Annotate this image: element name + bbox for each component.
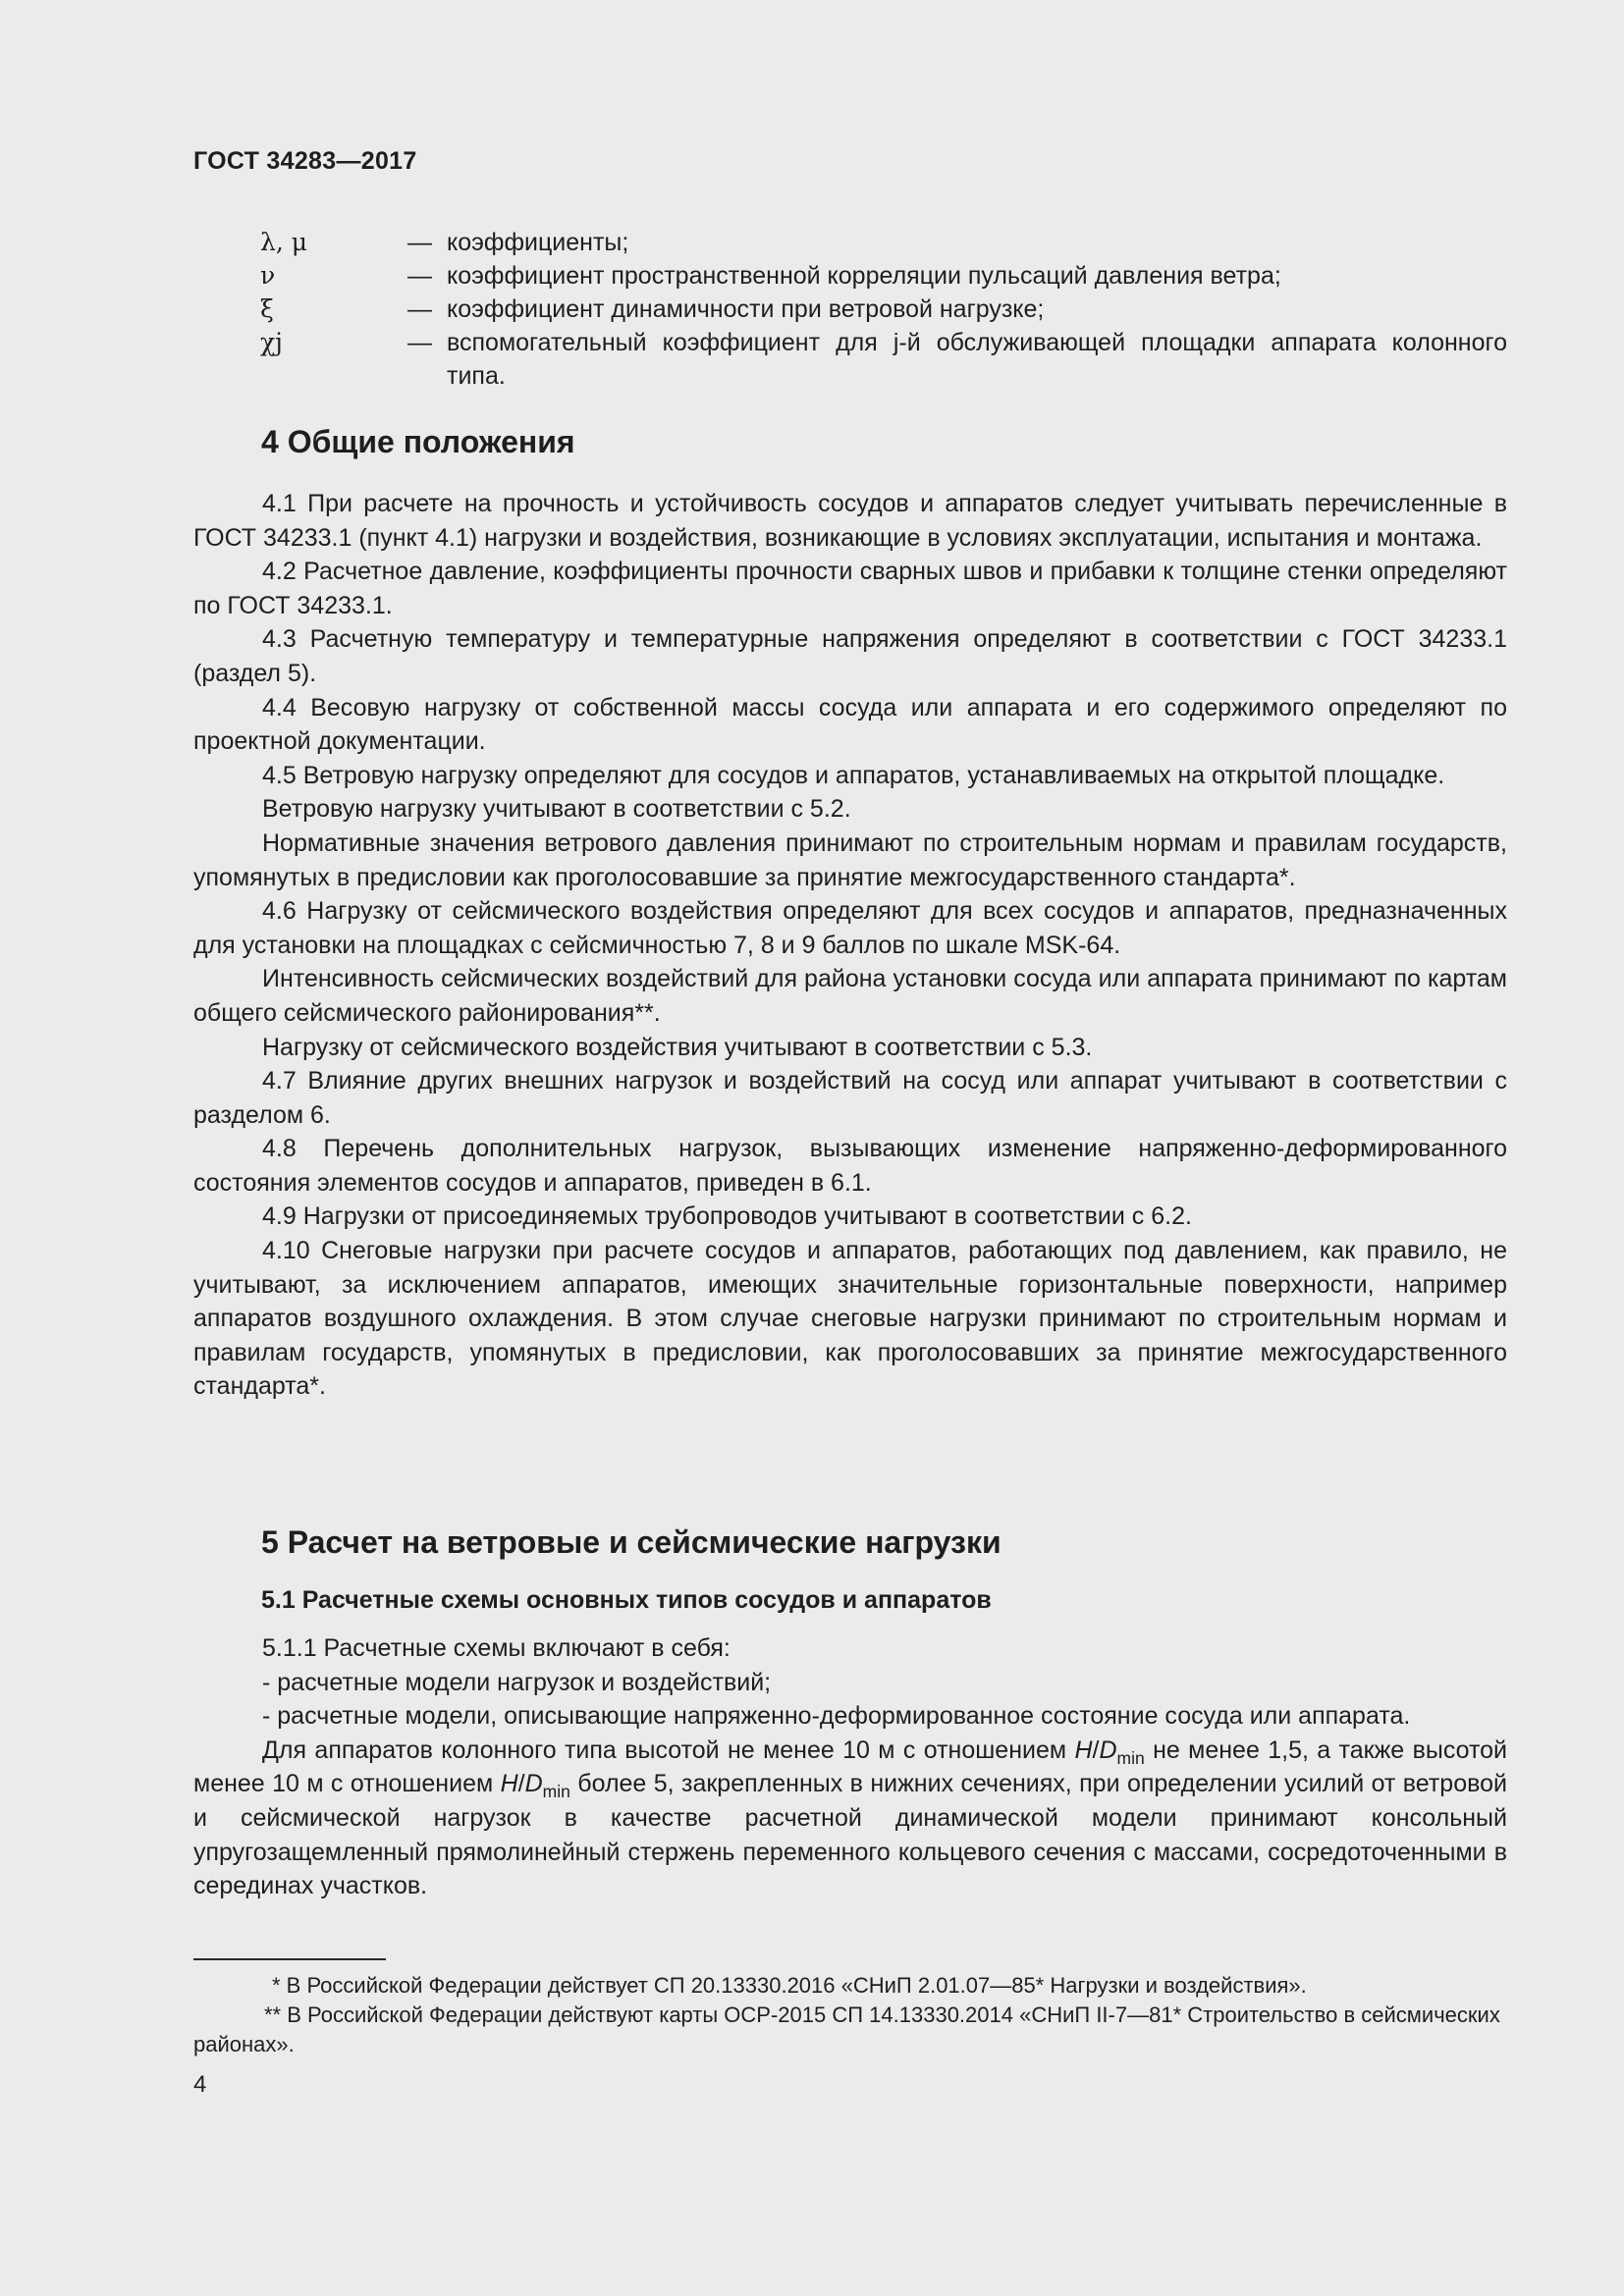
symbol: λ, μ (260, 228, 307, 256)
footnote-separator (193, 1958, 386, 1960)
page-number: 4 (193, 2071, 207, 2098)
footnote: ** В Российской Федерации действуют карты ОСР-2015 СП 14.13330.2014 «СНиП II-7—81* Строительство в сейсмических районах». (193, 2002, 1500, 2056)
symbol-description: коэффициент динамичности при ветровой нагрузке; (447, 295, 1045, 323)
paragraph: 4.9 Нагрузки от присоединяемых трубопроводов учитывают в соответствии с 6.2. (262, 1202, 1192, 1231)
paragraph: 4.7 Влияние других внешних нагрузок и воздействий на сосуд или аппарат учитывают в соответствии с разделом 6. (193, 1067, 1507, 1129)
ratio-sub: min (1116, 1747, 1145, 1768)
ratio-h: H (1074, 1735, 1093, 1764)
list-item: - расчетные модели, описывающие напряженно-деформированное состояние сосуда или аппарата. (262, 1702, 1411, 1731)
symbol-row (260, 326, 1507, 393)
paragraph: 4.6 Нагрузку от сейсмического воздействия определяют для всех сосудов и аппаратов, предназначенных для установки на площадках с сейсмичностью 7, 8 и 9 баллов по шкале MSK-64. (193, 897, 1507, 959)
symbol: ν (260, 261, 276, 290)
section-5-body (193, 1631, 1507, 1903)
dash: — (407, 262, 432, 290)
paragraph (193, 1734, 1507, 1903)
paragraph: Ветровую нагрузку учитывают в соответствии с 5.2. (262, 795, 851, 824)
symbol-list (260, 226, 1507, 393)
document-header: ГОСТ 34283—2017 (193, 147, 417, 175)
ratio-sep: / (1092, 1735, 1100, 1764)
section-4-body (193, 487, 1507, 1404)
text-run: не менее 1,5, а также высотой менее 10 м с отношением (193, 1735, 1507, 1798)
paragraph: 4.10 Снеговые нагрузки при расчете сосудов и аппаратов, работающих под давлением, как правило, не учитывают, за исключением аппаратов, имеющих значительные горизонтальные поверхности, например аппаратов воздушного охлаждения. В этом случае снеговые нагрузки принимают по строительным нормам и правилам государств, упомянутых в предисловии, как проголосовавших за принятие межгосударственного стандарта*. (193, 1237, 1507, 1401)
paragraph: 4.8 Перечень дополнительных нагрузок, вызывающих изменение напряженно-деформированного состояния элементов сосудов и аппаратов, приведен в 6.1. (193, 1135, 1507, 1197)
symbol-description: вспомогательный коэффициент для j-й обслуживающей площадки аппарата колонного типа. (447, 329, 1507, 390)
paragraph: Нормативные значения ветрового давления принимают по строительным нормам и правилам государств, упомянутых в предисловии как проголосовавшие за принятие межгосударственного стандарта*. (193, 828, 1507, 891)
paragraph: 4.2 Расчетное давление, коэффициенты прочности сварных швов и прибавки к толщине стенки определяют по ГОСТ 34233.1. (193, 558, 1507, 619)
text-run: Для аппаратов колонного типа высотой не менее 10 м с отношением (262, 1735, 1075, 1764)
paragraph: Нагрузку от сейсмического воздействия учитывают в соответствии с 5.3. (262, 1033, 1093, 1061)
section-5-title: 5 Расчет на ветровые и сейсмические нагрузки (261, 1524, 1001, 1560)
subsection-5-1-title: 5.1 Расчетные схемы основных типов сосудов и аппаратов (261, 1586, 992, 1614)
paragraph: 4.3 Расчетную температуру и температурные напряжения определяют в соответствии с ГОСТ 34233.1 (раздел 5). (193, 625, 1507, 687)
symbol: ξ (260, 294, 274, 323)
symbol-row (260, 293, 1507, 326)
dash: — (407, 295, 432, 323)
symbol-row (260, 259, 1507, 293)
paragraph: 4.1 При расчете на прочность и устойчивость сосудов и аппаратов следует учитывать перечисленные в ГОСТ 34233.1 (пункт 4.1) нагрузки и воздействия, возникающие в условиях эксплуатации, испытания и монтажа. (193, 490, 1507, 552)
symbol: χj (260, 328, 283, 356)
paragraph: 4.5 Ветровую нагрузку определяют для сосудов и аппаратов, устанавливаемых на открытой площадке. (262, 761, 1445, 789)
paragraph: 4.4 Весовую нагрузку от собственной массы сосуда или аппарата и его содержимого определяют по проектной документации. (193, 693, 1507, 756)
dash: — (407, 329, 432, 356)
ratio-h: H (500, 1770, 518, 1798)
section-4-title: 4 Общие положения (261, 424, 575, 459)
symbol-description: коэффициенты; (447, 229, 629, 256)
symbol-row (260, 226, 1507, 259)
ratio-d: D (524, 1770, 543, 1798)
footnote: * В Российской Федерации действует СП 20.13330.2016 «СНиП 2.01.07—85* Нагрузки и воздействия». (272, 1973, 1307, 1998)
list-item: - расчетные модели нагрузок и воздействий; (262, 1668, 772, 1696)
paragraph: Интенсивность сейсмических воздействий для района установки сосуда или аппарата принимают по картам общего сейсмического районирования**. (193, 965, 1507, 1027)
footnotes (193, 1971, 1507, 2059)
ratio-sub: min (542, 1782, 570, 1802)
text-run: более 5, закрепленных в нижних сечениях, при определении усилий от ветровой и сейсмической нагрузок в качестве расчетной динамической модели принимают консольный упругозащемленный прямолинейный стержень переменного кольцевого сечения с массами, сосредоточенными в серединах участков. (193, 1770, 1507, 1900)
ratio-d: D (1099, 1735, 1117, 1764)
dash: — (407, 229, 432, 256)
ratio-sep: / (517, 1770, 525, 1798)
paragraph: 5.1.1 Расчетные схемы включают в себя: (262, 1634, 731, 1662)
symbol-description: коэффициент пространственной корреляции пульсаций давления ветра; (447, 262, 1281, 290)
